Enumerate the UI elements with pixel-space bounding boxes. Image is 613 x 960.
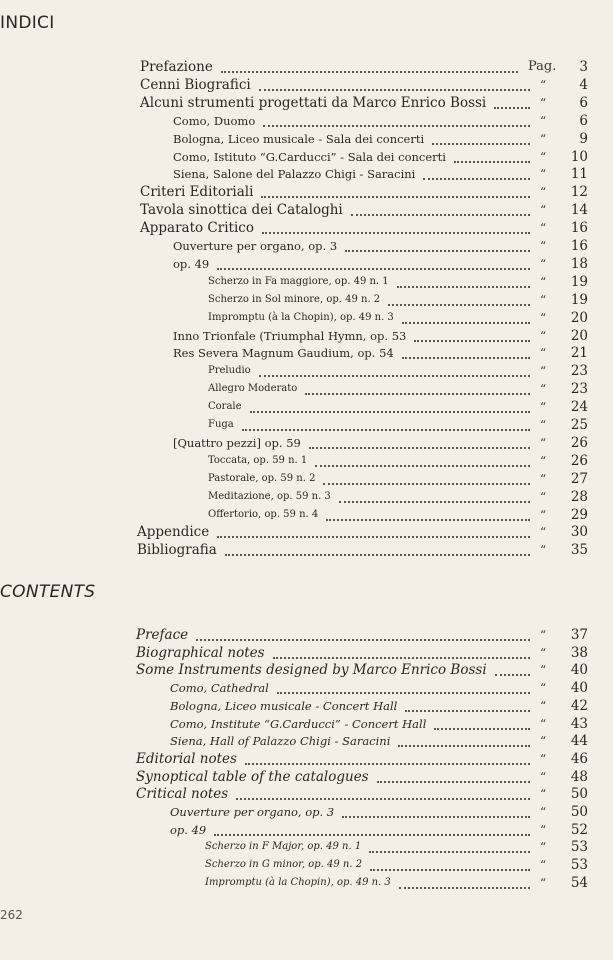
page-abbrev: “ [540, 734, 547, 749]
dot-leader [495, 673, 530, 676]
contents-entry [0, 679, 613, 697]
entry-title: Meditazione, op. 59 n. 3 [208, 490, 331, 502]
entry-title: Editorial notes [136, 750, 237, 767]
dot-leader [323, 482, 530, 485]
entry-page-number: 26 [570, 434, 588, 451]
page-abbrev: “ [540, 489, 547, 504]
dot-leader [423, 177, 530, 180]
entry-title: Preludio [208, 365, 251, 377]
dot-leader [236, 797, 530, 800]
entry-page-number: 23 [570, 363, 588, 380]
indici-entry [0, 470, 613, 488]
dot-leader [432, 142, 530, 145]
entry-title: Bibliografia [137, 542, 217, 559]
dot-leader [402, 321, 530, 324]
indici-entry [0, 130, 613, 148]
page-abbrev: “ [540, 681, 547, 696]
entry-title: Prefazione [140, 59, 213, 75]
contents-entry [0, 661, 613, 679]
dot-leader [273, 656, 530, 659]
indici-entry [0, 309, 613, 327]
page-abbrev: “ [540, 185, 547, 200]
page-abbrev: “ [540, 274, 547, 289]
entry-title: Some Instruments designed by Marco Enrico Bossi [136, 662, 487, 679]
entry-page-number: 19 [570, 291, 588, 308]
entry-page-number: 6 [579, 94, 588, 111]
page-abbrev: “ [540, 113, 547, 128]
contents-entry [0, 732, 613, 750]
contents-entry [0, 715, 613, 733]
entry-title: Offertorio, op. 59 n. 4 [208, 508, 319, 520]
page-abbrev: “ [540, 875, 547, 890]
indici-entry [0, 362, 613, 380]
page-abbrev: “ [540, 840, 547, 855]
dot-leader [217, 535, 530, 538]
page-abbrev: “ [540, 203, 547, 218]
dot-leader [399, 886, 530, 889]
page-abbrev: “ [540, 858, 547, 873]
indici-entry [0, 255, 613, 273]
page-abbrev: “ [540, 310, 547, 325]
entry-page-number: 48 [570, 768, 588, 785]
indici-entry [0, 523, 613, 541]
entry-title: Scherzo in Fa maggiore, op. 49 n. 1 [208, 275, 389, 287]
dot-leader [339, 500, 530, 503]
dot-leader [377, 780, 530, 783]
entry-page-number: 50 [570, 786, 588, 803]
entry-page-number: 18 [570, 255, 588, 272]
entry-page-number: 42 [570, 697, 588, 714]
page-abbrev: “ [540, 131, 547, 146]
indici-entry [0, 488, 613, 506]
dot-leader [261, 195, 530, 198]
entry-title: Como, Duomo [173, 113, 256, 128]
page-abbrev: “ [540, 787, 547, 802]
entry-title: Bologna, Liceo musicale - Sala dei concerti [173, 131, 425, 146]
indici-entry [0, 273, 613, 291]
dot-leader [370, 868, 530, 871]
dot-leader [262, 231, 530, 234]
indici-entry [0, 165, 613, 183]
entry-title: Siena, Hall of Palazzo Chigi - Saracini [170, 734, 391, 749]
entry-page-number: 16 [570, 220, 588, 237]
page-abbrev: “ [540, 95, 547, 110]
page-abbrev: “ [540, 239, 547, 253]
dot-leader [315, 464, 530, 467]
dot-leader [397, 285, 530, 288]
indici-entry [0, 58, 613, 76]
page-abbrev: “ [540, 364, 547, 379]
entry-page-number: 29 [570, 506, 588, 523]
entry-page-number: 43 [570, 715, 588, 732]
page-abbrev: “ [540, 418, 547, 432]
indici-entry [0, 76, 613, 94]
entry-page-number: 26 [570, 452, 588, 469]
contents-heading: CONTENTS [0, 582, 96, 602]
entry-page-number: 54 [570, 874, 588, 891]
contents-entry [0, 644, 613, 662]
page-abbrev: “ [540, 525, 547, 540]
entry-title: Appendice [137, 524, 210, 541]
dot-leader [242, 428, 530, 431]
page-abbrev: “ [540, 769, 547, 784]
dot-leader [221, 70, 518, 73]
page-abbrev: “ [540, 346, 547, 361]
entry-title: Inno Trionfale (Triumphal Hymn, op. 53 [173, 328, 407, 343]
contents-entry [0, 874, 613, 892]
dot-leader [277, 691, 530, 694]
entry-page-number: 53 [570, 857, 588, 874]
entry-page-number: 24 [570, 399, 588, 416]
dot-leader [414, 339, 530, 342]
entry-title: Impromptu (à la Chopin), op. 49 n. 3 [208, 311, 394, 323]
indici-entry [0, 94, 613, 112]
page-abbrev: “ [540, 471, 547, 486]
page-abbrev: “ [540, 822, 547, 837]
contents-entry [0, 697, 613, 715]
indici-entry [0, 506, 613, 524]
dot-leader [259, 88, 530, 91]
entry-page-number: 46 [570, 750, 588, 767]
indici-entry [0, 452, 613, 470]
entry-page-number: 37 [570, 627, 588, 643]
page-abbrev: “ [540, 221, 547, 236]
indici-entry [0, 183, 613, 201]
dot-leader [263, 124, 530, 127]
entry-page-number: 27 [570, 470, 588, 487]
contents-entry [0, 785, 613, 803]
dot-leader [351, 213, 530, 216]
entry-page-number: 40 [570, 662, 588, 679]
entry-title: Scherzo in Sol minore, op. 49 n. 2 [208, 293, 381, 305]
entry-title: Ouverture per organo, op. 3 [173, 239, 338, 253]
page-number: 262 [0, 908, 23, 922]
dot-leader [405, 709, 530, 712]
dot-leader [494, 106, 530, 109]
page-abbrev: “ [540, 149, 547, 164]
dot-leader [309, 446, 530, 449]
entry-title: Cenni Biografici [140, 76, 251, 93]
entry-page-number: 40 [570, 680, 588, 697]
dot-leader [345, 249, 530, 252]
page-abbrev: Pag. [528, 59, 557, 74]
page-abbrev: “ [540, 805, 547, 819]
entry-title: Critical notes [136, 786, 229, 803]
indici-entry [0, 398, 613, 416]
page-abbrev: “ [540, 328, 547, 343]
dot-leader [388, 303, 530, 306]
page-abbrev: “ [540, 645, 547, 660]
entry-title: Como, Istituto “G.Carducci” - Sala dei concerti [173, 149, 446, 164]
entry-title: Alcuni strumenti progettati da Marco Enrico Bossi [140, 94, 487, 111]
entry-page-number: 50 [570, 804, 588, 820]
entry-page-number: 20 [570, 309, 588, 326]
contents-entry [0, 626, 613, 644]
entry-title: Como, Cathedral [170, 681, 269, 696]
page-abbrev: “ [540, 628, 547, 642]
entry-title: Biographical notes [136, 644, 265, 661]
entry-title: Scherzo in G minor, op. 49 n. 2 [205, 859, 363, 871]
entry-page-number: 19 [570, 273, 588, 290]
page-abbrev: “ [540, 716, 547, 731]
entry-title: Scherzo in F Major, op. 49 n. 1 [205, 841, 362, 853]
page-abbrev: “ [540, 435, 547, 450]
page-abbrev: “ [540, 751, 547, 766]
entry-page-number: 30 [570, 524, 588, 541]
page-abbrev: “ [540, 453, 547, 468]
indici-entry [0, 416, 613, 434]
entry-title: Res Severa Magnum Gaudium, op. 54 [173, 346, 394, 361]
entry-title: Impromptu (à la Chopin), op. 49 n. 3 [205, 876, 391, 888]
entry-page-number: 38 [570, 644, 588, 661]
entry-page-number: 9 [579, 130, 588, 147]
entry-title: Synoptical table of the catalogues [136, 768, 369, 785]
entry-page-number: 6 [579, 112, 588, 129]
entry-page-number: 4 [579, 76, 588, 93]
dot-leader [214, 833, 530, 836]
page-abbrev: “ [540, 77, 547, 92]
page-abbrev: “ [540, 256, 547, 271]
indici-entry [0, 201, 613, 219]
entry-page-number: 3 [579, 59, 588, 75]
indici-entry [0, 344, 613, 362]
indici-entry [0, 380, 613, 398]
entry-page-number: 11 [570, 166, 588, 183]
contents-entry [0, 821, 613, 839]
dot-leader [454, 160, 530, 163]
dot-leader [369, 850, 530, 853]
dot-leader [326, 518, 530, 521]
entry-title: Toccata, op. 59 n. 1 [208, 454, 308, 466]
indici-entry [0, 148, 613, 166]
contents-entry [0, 838, 613, 856]
dot-leader [245, 762, 530, 765]
page-abbrev: “ [540, 167, 547, 182]
page-abbrev: “ [540, 382, 547, 397]
dot-leader [225, 553, 530, 556]
page-abbrev: “ [540, 400, 547, 415]
dot-leader [342, 815, 530, 818]
page-abbrev: “ [540, 507, 547, 522]
entry-page-number: 28 [570, 488, 588, 505]
dot-leader [402, 356, 530, 359]
entry-title: Siena, Salone del Palazzo Chigi - Saracini [173, 167, 416, 182]
contents-entry [0, 750, 613, 768]
dot-leader [434, 727, 530, 730]
entry-title: Bologna, Liceo musicale - Concert Hall [170, 698, 398, 713]
indici-entry [0, 541, 613, 559]
entry-title: Pastorale, op. 59 n. 2 [208, 472, 316, 484]
dot-leader [398, 744, 530, 747]
entry-title: Corale [208, 401, 242, 413]
page-abbrev: “ [540, 698, 547, 713]
entry-page-number: 35 [570, 542, 588, 559]
indici-entry [0, 291, 613, 309]
contents-entry [0, 803, 613, 821]
entry-title: Ouverture per organo, op. 3 [170, 805, 335, 819]
entry-title: Fuga [208, 419, 234, 430]
page-abbrev: “ [540, 663, 547, 678]
entry-title: Allegro Moderato [208, 383, 298, 395]
dot-leader [305, 392, 530, 395]
dot-leader [250, 410, 530, 413]
indici-heading: INDICI [0, 13, 55, 33]
indici-entry [0, 237, 613, 255]
entry-page-number: 12 [570, 184, 588, 201]
entry-title: Criteri Editoriali [140, 184, 254, 201]
entry-page-number: 21 [570, 345, 588, 362]
dot-leader [217, 267, 530, 270]
entry-title: Preface [136, 627, 189, 643]
indici-entry [0, 434, 613, 452]
indici-entry [0, 327, 613, 345]
entry-page-number: 16 [570, 238, 588, 254]
indici-entry [0, 219, 613, 237]
entry-page-number: 53 [570, 839, 588, 856]
entry-title: Como, Institute “G.Carducci” - Concert Hall [170, 716, 427, 731]
dot-leader [196, 638, 530, 641]
entry-title: Tavola sinottica dei Cataloghi [140, 202, 343, 219]
entry-title: op. 49 [173, 256, 210, 271]
entry-page-number: 10 [570, 148, 588, 165]
entry-page-number: 20 [570, 327, 588, 344]
entry-page-number: 23 [570, 381, 588, 398]
dot-leader [259, 374, 530, 377]
entry-page-number: 14 [570, 202, 588, 219]
entry-title: Apparato Critico [140, 220, 254, 237]
entry-page-number: 44 [570, 733, 588, 750]
page-abbrev: “ [540, 543, 547, 558]
indici-entry [0, 112, 613, 130]
contents-entry [0, 856, 613, 874]
entry-page-number: 25 [570, 417, 588, 433]
contents-entry [0, 768, 613, 786]
entry-page-number: 52 [570, 821, 588, 838]
entry-title: op. 49 [170, 822, 207, 837]
entry-title: [Quattro pezzi] op. 59 [173, 435, 301, 450]
page-abbrev: “ [540, 292, 547, 307]
